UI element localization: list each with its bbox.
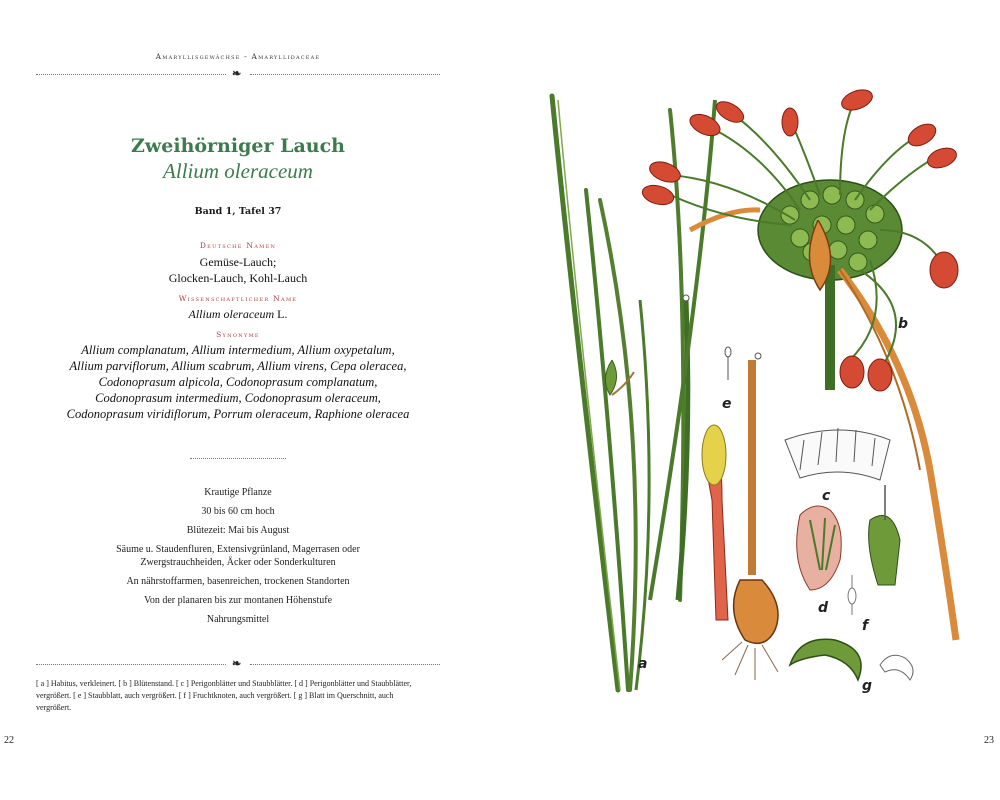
- scientific-name-italic: Allium oleraceum: [188, 307, 275, 321]
- caption-line: vergrößert.: [36, 703, 72, 712]
- header-rule-left: [36, 74, 226, 75]
- synonym-line: Allium parviflorum, Allium scabrum, Allium virens, Cepa oleracea,: [69, 359, 407, 373]
- info-habitat-line1: Säume u. Staudenfluren, Extensivgrünland, Magerrasen oder: [116, 544, 360, 555]
- page-number-right: 23: [984, 735, 994, 746]
- figure-label-a: a: [638, 656, 648, 672]
- footer-rule-left: [36, 664, 226, 665]
- german-names-line1: Gemüse-Lauch;: [199, 255, 277, 269]
- title-latin: Allium oleraceum: [163, 159, 313, 183]
- left-page: [0, 0, 470, 800]
- fleuron-ornament: ❧: [232, 67, 242, 80]
- synonym-line: Codonoprasum viridiflorum, Porrum oleraceum, Raphione oleracea: [66, 407, 410, 421]
- botanical-plate-illustration: [500, 0, 1000, 720]
- scientific-name: [36, 306, 440, 322]
- title-block: [36, 134, 440, 422]
- header-rule-right: [250, 74, 440, 75]
- figure-label-g: g: [862, 678, 873, 694]
- right-page: [500, 0, 1000, 800]
- synonym-line: Codonoprasum intermedium, Codonoprasum oleraceum,: [95, 391, 381, 405]
- synonyms-list: [36, 342, 440, 422]
- synonym-line: Codonoprasum alpicola, Codonoprasum complanatum,: [98, 375, 378, 389]
- figure-label-f: f: [862, 618, 869, 634]
- figure-label-d: d: [818, 600, 829, 616]
- info-height: 30 bis 60 cm hoch: [201, 506, 275, 517]
- section-divider: [190, 458, 286, 459]
- caption-line: [ a ] Habitus, verkleinert. [ b ] Blütenstand. [ c ] Perigonblätter und Staubblätter. [ d ] Perigonblätter und Staubblätter,: [36, 679, 412, 688]
- info-use: Nahrungsmittel: [206, 614, 270, 625]
- figure-label-e: e: [722, 396, 732, 412]
- running-head: Amaryllisgewächse - Amaryllidaceae: [155, 52, 321, 61]
- fleuron-ornament-footer: ❧: [232, 657, 242, 670]
- figure-caption: [36, 678, 442, 714]
- info-list: [36, 486, 440, 632]
- footer-rule-right: [250, 664, 440, 665]
- info-habitat-line2: Zwergstrauchheiden, Äcker oder Sonderkulturen: [140, 557, 336, 568]
- figure-label-b: b: [898, 316, 909, 332]
- band-reference: Band 1, Tafel 37: [194, 206, 282, 217]
- title-german: Zweihörniger Lauch: [131, 135, 345, 157]
- scientific-name-heading: Wissenschaftlicher Name: [178, 294, 298, 303]
- synonyms-heading: Synonyme: [216, 330, 260, 339]
- scientific-author: L.: [274, 307, 288, 321]
- page-number-left: 22: [4, 735, 14, 746]
- info-site: An nährstoffarmen, basenreichen, trockenen Standorten: [126, 576, 350, 587]
- german-names-heading: Deutsche Namen: [199, 241, 277, 250]
- caption-line: vergrößert. [ e ] Staubblatt, auch vergrößert. [ f ] Fruchtknoten, auch vergrößert. [ g ] Blatt im Querschnitt, auch: [36, 691, 394, 700]
- info-flowering: Blütezeit: Mai bis August: [186, 525, 290, 536]
- figure-label-c: c: [822, 488, 831, 504]
- info-altitude: Von der planaren bis zur montanen Höhenstufe: [143, 595, 333, 606]
- synonym-line: Allium complanatum, Allium intermedium, Allium oxypetalum,: [81, 343, 395, 357]
- german-names-line2: Glocken-Lauch, Kohl-Lauch: [168, 271, 308, 285]
- info-growth-form: Krautige Pflanze: [204, 487, 272, 498]
